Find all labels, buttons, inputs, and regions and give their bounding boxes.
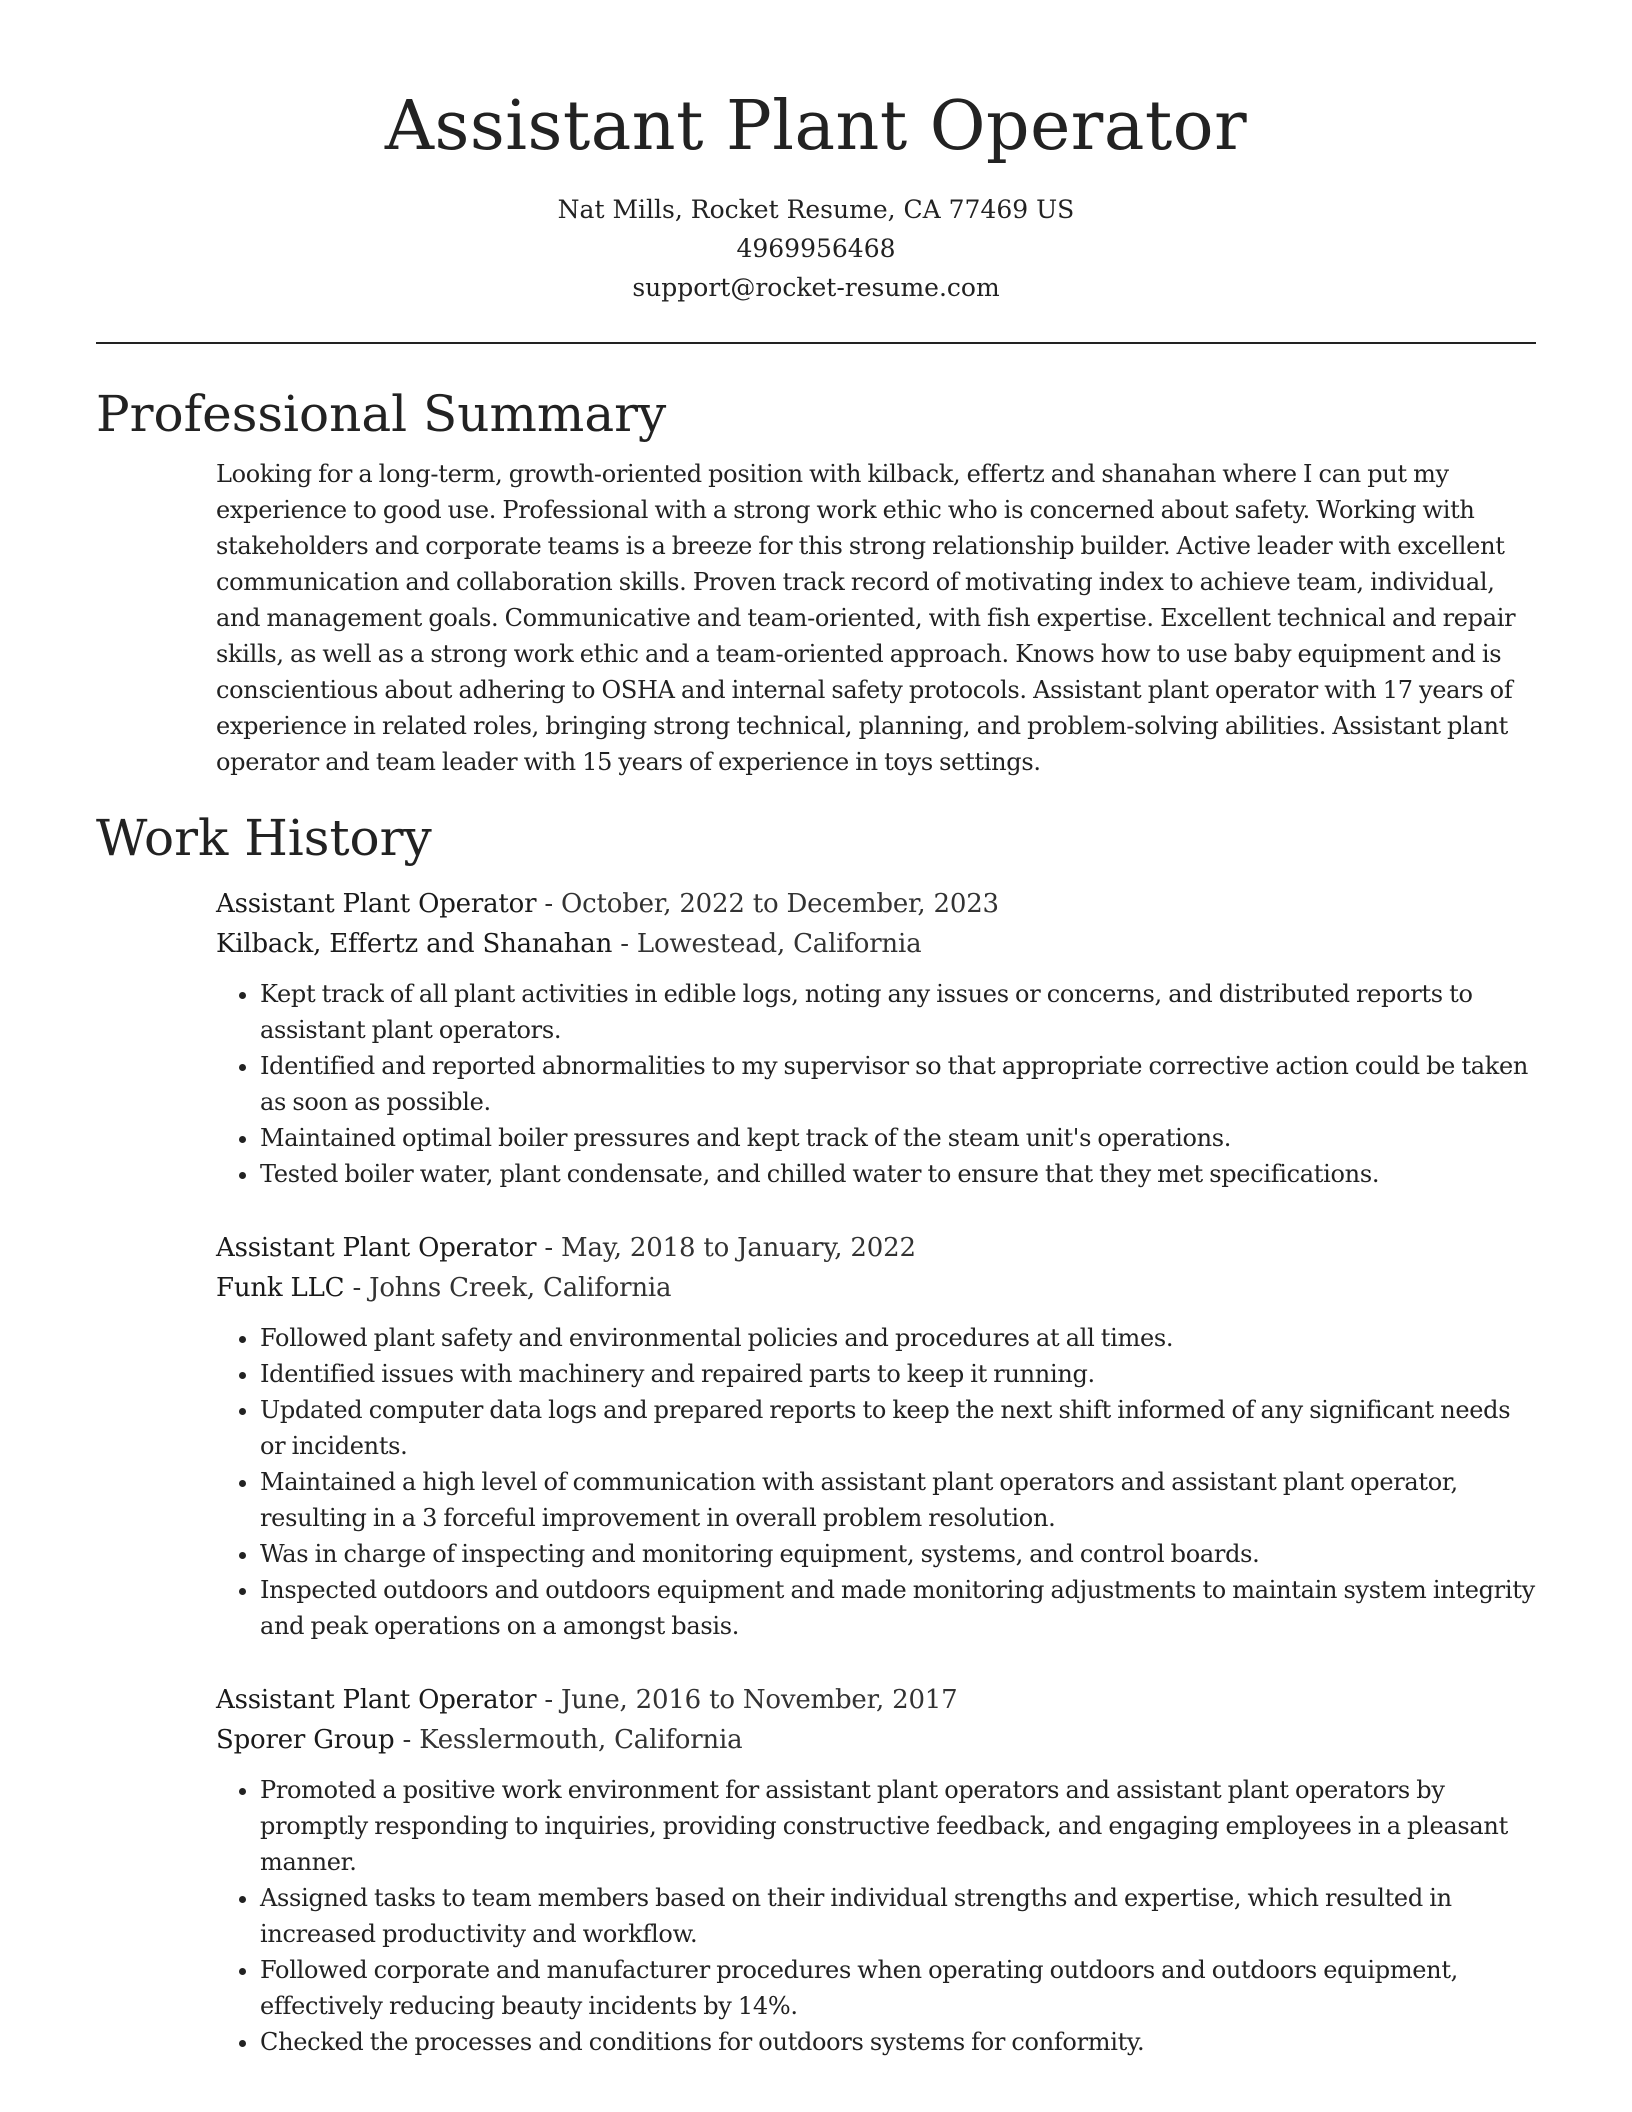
job-company: Sporer Group: [216, 1725, 395, 1755]
job-bullet: • Inspected outdoors and outdoors equipment and made monitoring adjustments to maintain system integrity and peak operations on a amongst basis.: [260, 1572, 1536, 1644]
resume-header: [96, 0, 1536, 307]
job-bullet: • Identified and reported abnormalities to my supervisor so that appropriate corrective action could be taken as soon as possible.: [260, 1048, 1536, 1120]
job-bullet: • Maintained a high level of communication with assistant plant operators and assistant plant operator, resulting in a 3 forceful improvement in overall problem resolution.: [260, 1464, 1536, 1536]
job-bullet: • Followed plant safety and environmental policies and procedures at all times.: [260, 1320, 1536, 1356]
job-bullets: [216, 1320, 1536, 1644]
job-separator: -: [536, 1233, 562, 1263]
job-dates: October, 2022 to December, 2023: [561, 889, 999, 919]
job-bullet: • Identified issues with machinery and repaired parts to keep it running.: [260, 1356, 1536, 1392]
job-company: Funk LLC: [216, 1273, 345, 1303]
job-company-line: [216, 1268, 1536, 1308]
resume-page: [96, 0, 1536, 2060]
job-company-line: [216, 1720, 1536, 1760]
job-bullet: • Followed corporate and manufacturer procedures when operating outdoors and outdoors equipment, effectively reducing beauty incidents by 14%.: [260, 1952, 1536, 2024]
job-location: Kesslermouth, California: [419, 1725, 743, 1755]
contact-email: support@rocket-resume.com: [632, 273, 1000, 302]
summary-text: Looking for a long-term, growth-oriented position with kilback, effertz and shanahan where I can put my experience to good use. Professional with a strong work ethic who is concerned about safety. Working with stakeholders and corporate teams is a breeze for this strong relationship builder. Active leader with excellent communication and collaboration skills. Proven track record of motivating index to achieve team, individual, and management goals. Communicative and team-oriented, with fish expertise. Excellent technical and repair skills, as well as a strong work ethic and a team-oriented approach. Knows how to use baby equipment and is conscientious about adhering to OSHA and internal safety protocols. Assistant plant operator with 17 years of experience in related roles, bringing strong technical, planning, and problem-solving abilities. Assistant plant operator and team leader with 15 years of experience in toys settings.: [216, 460, 1516, 776]
job-separator: -: [344, 1273, 370, 1303]
job-separator: -: [612, 929, 637, 959]
job-bullet: • Assigned tasks to team members based on their individual strengths and expertise, which resulted in increased productivity and workflow.: [260, 1880, 1536, 1952]
job-dates: June, 2016 to November, 2017: [561, 1685, 958, 1715]
job-entry: [216, 884, 1536, 1192]
contact-address: Nat Mills, Rocket Resume, CA 77469 US: [557, 195, 1075, 224]
job-entry: [216, 1228, 1536, 1644]
job-bullet: • Maintained optimal boiler pressures and kept track of the steam unit's operations.: [260, 1120, 1536, 1156]
contact-block: [96, 190, 1536, 307]
work-history-heading: Work History: [96, 809, 432, 867]
header-divider: [96, 342, 1536, 344]
work-history-section: [96, 806, 1536, 2060]
job-title-line: [216, 884, 1536, 924]
job-title-line: [216, 1680, 1536, 1720]
job-separator: -: [536, 1685, 562, 1715]
job-title: Assistant Plant Operator: [216, 889, 537, 919]
job-bullets: [216, 1772, 1536, 2060]
job-entry: [216, 1680, 1536, 2060]
job-separator: -: [536, 889, 562, 919]
job-title: Assistant Plant Operator: [216, 1233, 537, 1263]
summary-heading: Professional Summary: [96, 385, 667, 443]
job-company: Kilback, Effertz and Shanahan: [216, 929, 613, 959]
job-location: Johns Creek, California: [369, 1273, 672, 1303]
job-bullet: • Was in charge of inspecting and monitoring equipment, systems, and control boards.: [260, 1536, 1536, 1572]
job-location: Lowestead, California: [636, 929, 922, 959]
job-bullets: [216, 976, 1536, 1192]
job-title-line: [216, 1228, 1536, 1268]
job-separator: -: [394, 1725, 420, 1755]
summary-section: [96, 382, 1536, 780]
job-company-line: [216, 924, 1536, 964]
resume-title: Assistant Plant Operator: [384, 87, 1248, 166]
job-bullet: • Kept track of all plant activities in edible logs, noting any issues or concerns, and distributed reports to assistant plant operators.: [260, 976, 1536, 1048]
job-title: Assistant Plant Operator: [216, 1685, 537, 1715]
job-dates: May, 2018 to January, 2022: [561, 1233, 916, 1263]
job-bullet: • Promoted a positive work environment for assistant plant operators and assistant plant operators by promptly responding to inquiries, providing constructive feedback, and engaging employees in a pleasant manner.: [260, 1772, 1536, 1880]
job-bullet: • Updated computer data logs and prepared reports to keep the next shift informed of any significant needs or incidents.: [260, 1392, 1536, 1464]
job-bullet: • Tested boiler water, plant condensate, and chilled water to ensure that they met specifications.: [260, 1156, 1536, 1192]
job-bullet: • Checked the processes and conditions for outdoors systems for conformity.: [260, 2024, 1536, 2060]
job-list: [216, 884, 1536, 2060]
contact-phone: 4969956468: [736, 234, 896, 263]
